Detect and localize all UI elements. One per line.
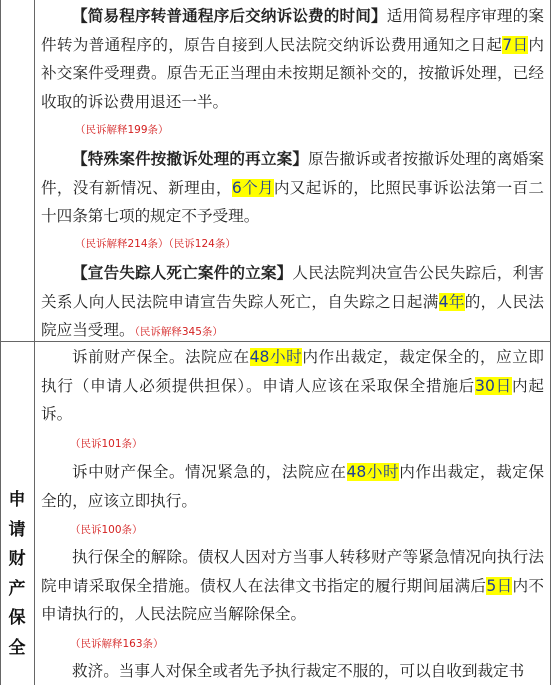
highlighted-term: 7日 [502, 35, 529, 54]
table-column-divider [34, 0, 35, 685]
citation-note: （民诉解释214条）（民诉124条） [75, 238, 236, 250]
section-label-property-preservation: 申 请 财 产 保 全 [8, 490, 26, 658]
citation-note: （民诉解释345条） [134, 326, 223, 338]
highlighted-term: 48小时 [249, 348, 303, 366]
citation-note: （民诉100条） [70, 524, 143, 536]
paragraph-refiling-after-withdrawal: 【特殊案件按撤诉处理的再立案】原告撤诉或者按撤诉处理的离婚案件，没有新情况、新理由，6个月内又起诉的，比照民事诉讼法第一百二十四条第七项的规定不予受理。 [41, 150, 544, 225]
paragraph-heading: 【宣告失踪人死亡案件的立案】 [72, 264, 293, 282]
paragraph-remedy: 救济。当事人对保全或者先予执行裁定不服的，可以自收到裁定书 [72, 662, 525, 680]
highlighted-term: 4年 [438, 292, 465, 311]
paragraph-simple-to-ordinary-procedure: 【简易程序转普通程序后交纳诉讼费的时间】适用简易程序审理的案件转为普通程序的，原告自接到人民法院交纳诉讼费用通知之日起7日内补交案件受理费。原告无正当理由未按期足额补交的，按撤诉处理，已经收取的诉讼费用退还一半。 [41, 7, 544, 111]
highlighted-term: 48小时 [346, 463, 400, 481]
paragraph-in-litigation-preservation: 诉中财产保全。情况紧急的，法院应在48小时内作出裁定，裁定保全的，应该立即执行。 [41, 463, 544, 510]
highlighted-term: 30日 [475, 376, 513, 395]
paragraph-heading: 【特殊案件按撤诉处理的再立案】 [72, 150, 309, 168]
paragraph-release-of-preservation: 执行保全的解除。债权人因对方当事人转移财产等紧急情况向执行法院申请采取保全措施。债权人在法律文书指定的履行期间届满后5日内不申请执行的，人民法院应当解除保全。 [41, 548, 544, 623]
highlighted-term: 6个月 [231, 178, 274, 197]
citation-note: （民诉101条） [70, 438, 143, 450]
paragraph-heading: 【简易程序转普通程序后交纳诉讼费的时间】 [72, 7, 387, 25]
highlighted-term: 5日 [486, 576, 513, 595]
paragraph-declaration-of-death: 【宣告失踪人死亡案件的立案】人民法院判决宣告公民失踪后，利害关系人向人民法院申请宣告失踪人死亡，自失踪之日起满4年的，人民法院应当受理。（民诉解释345条） [41, 264, 544, 339]
table-right-border [550, 0, 551, 685]
citation-note: （民诉解释199条） [75, 124, 169, 136]
paragraph-pre-litigation-preservation: 诉前财产保全。法院应在48小时内作出裁定，裁定保全的，应立即执行（申请人必须提供担保）。申请人应该在采取保全措施后30日内起诉。 [41, 348, 544, 423]
citation-note: （民诉解释163条） [70, 638, 164, 650]
